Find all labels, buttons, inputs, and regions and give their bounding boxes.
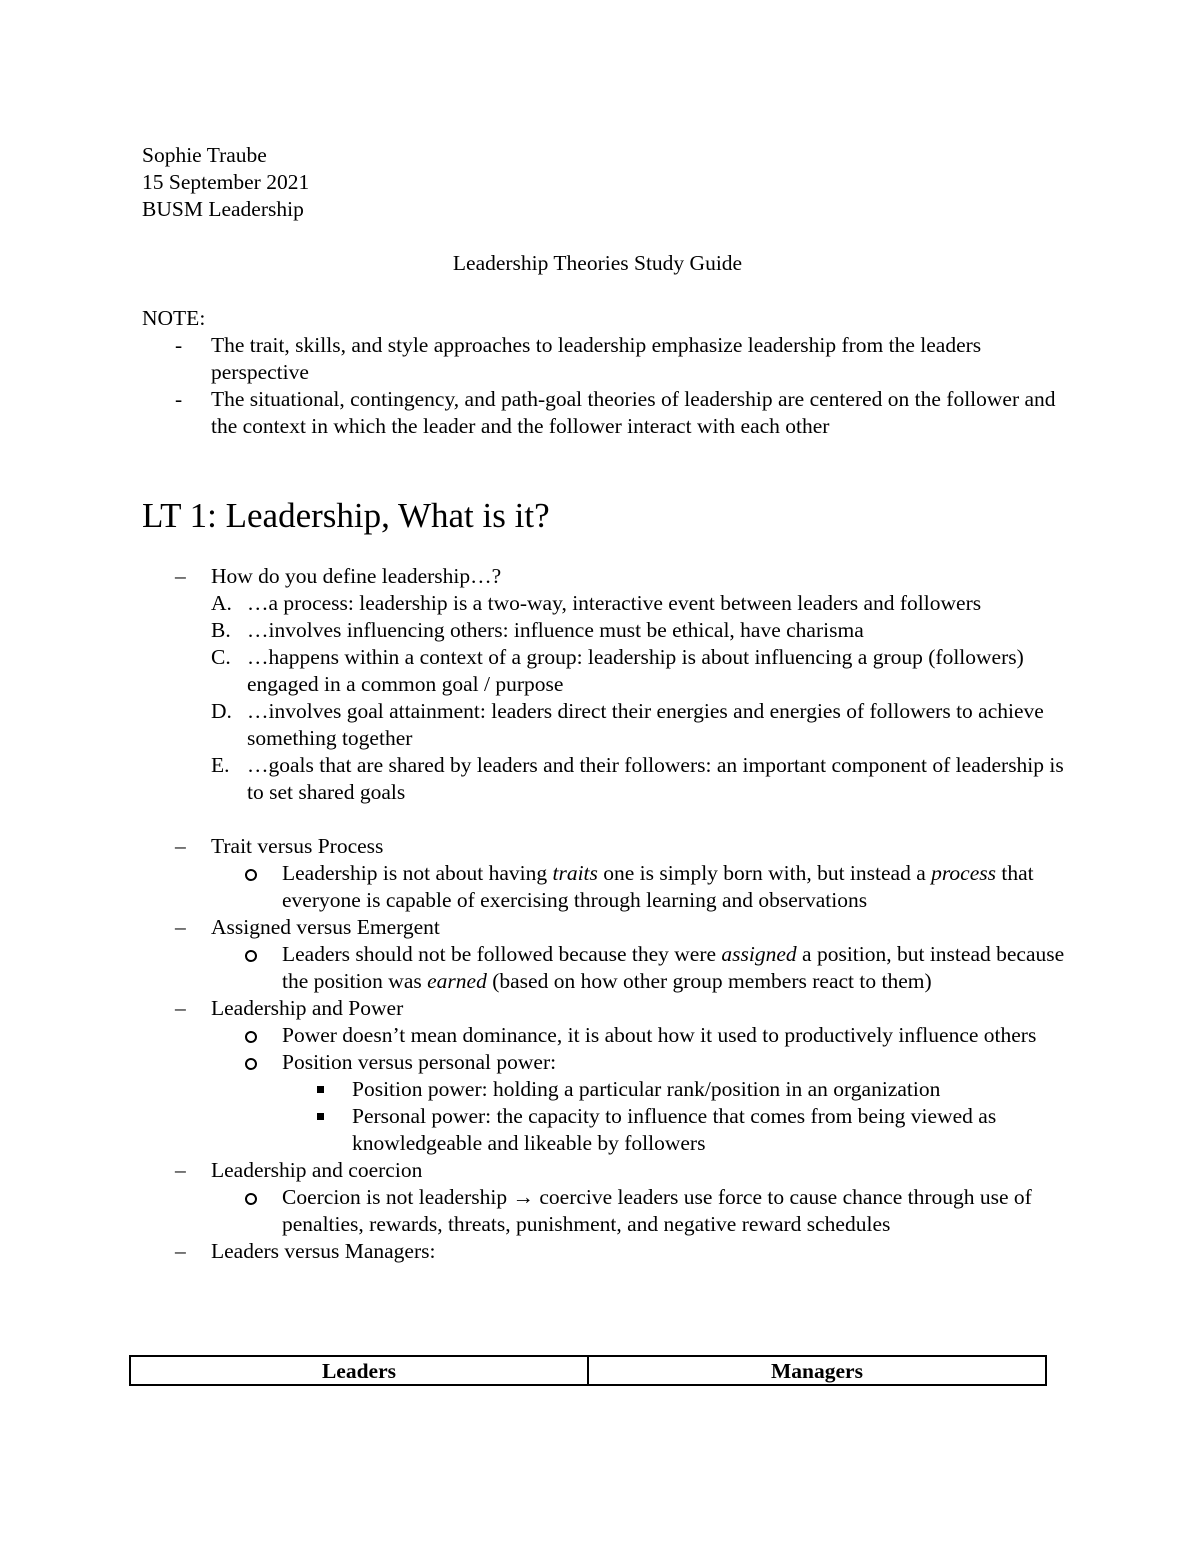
sub-list bbox=[211, 1022, 1077, 1157]
alpha-marker: C. bbox=[211, 645, 231, 669]
topic-heading: Assigned versus Emergent bbox=[211, 915, 440, 939]
list-item bbox=[211, 590, 1077, 617]
list-item: Power doesn’t mean dominance, it is about how it used to productively influence others bbox=[211, 1022, 1077, 1049]
dash-marker: – bbox=[175, 996, 186, 1020]
course-name: BUSM Leadership bbox=[142, 197, 304, 221]
dash-marker: - bbox=[175, 333, 183, 357]
definition-text: …goals that are shared by leaders and their followers: an important component of leadership is to set shared goals bbox=[247, 753, 1064, 804]
section-body bbox=[142, 563, 1077, 1265]
circle-bullet-icon bbox=[245, 860, 257, 889]
document-date: 15 September 2021 bbox=[142, 170, 310, 194]
list-item bbox=[142, 995, 1077, 1157]
table-header-row bbox=[130, 1356, 1046, 1385]
topic-list bbox=[142, 563, 1077, 1265]
circle-bullet-icon bbox=[245, 941, 257, 970]
arrow-right-icon: → bbox=[512, 1185, 534, 1209]
definition-text: …happens within a context of a group: leadership is about influencing a group (followers) engaged in a common goal / purpose bbox=[247, 645, 1024, 696]
alpha-marker: B. bbox=[211, 618, 231, 642]
topic-heading: Leadership and Power bbox=[211, 996, 404, 1020]
list-item bbox=[211, 644, 1077, 698]
sub-list bbox=[211, 1184, 1077, 1238]
list-item bbox=[142, 1157, 1077, 1238]
alpha-marker: E. bbox=[211, 753, 230, 777]
comparison-table bbox=[129, 1355, 1047, 1386]
list-item bbox=[211, 698, 1077, 752]
topic-heading: Leadership and coercion bbox=[211, 1158, 423, 1182]
list-item bbox=[142, 914, 1077, 995]
author-name: Sophie Traube bbox=[142, 143, 267, 167]
circle-bullet-icon bbox=[245, 1049, 257, 1078]
define-question: How do you define leadership…? bbox=[211, 564, 502, 588]
definition-text: …a process: leadership is a two-way, interactive event between leaders and followers bbox=[247, 591, 982, 615]
dash-marker: – bbox=[175, 1158, 186, 1182]
table-header-managers: Managers bbox=[588, 1356, 1046, 1385]
note-item-text: The trait, skills, and style approaches to leadership emphasize leadership from the leaders perspective bbox=[211, 333, 982, 384]
list-item bbox=[142, 563, 1077, 833]
document-title: Leadership Theories Study Guide bbox=[452, 251, 743, 275]
list-item bbox=[142, 833, 1077, 914]
dash-marker: – bbox=[175, 915, 186, 939]
note-label: NOTE: bbox=[142, 306, 206, 330]
topic-heading: Leaders versus Managers: bbox=[211, 1239, 436, 1263]
square-bullet-icon bbox=[317, 1103, 324, 1130]
list-item: Leaders should not be followed because they were assigned a position, but instead because the position was earned (based on how other group members react to them) bbox=[211, 941, 1077, 995]
sub-sub-list bbox=[282, 1076, 1077, 1157]
definition-text: …involves influencing others: influence must be ethical, have charisma bbox=[247, 618, 864, 642]
document-header bbox=[142, 142, 309, 223]
dash-marker: – bbox=[175, 834, 186, 858]
alpha-marker: A. bbox=[211, 591, 232, 615]
sub-list bbox=[211, 941, 1077, 995]
note-list bbox=[142, 332, 1061, 440]
list-item bbox=[142, 1238, 1077, 1265]
sub-list bbox=[211, 860, 1077, 914]
circle-bullet-icon bbox=[245, 1022, 257, 1051]
alpha-marker: D. bbox=[211, 699, 232, 723]
list-item: Position power: holding a particular rank/position in an organization bbox=[282, 1076, 1077, 1103]
definition-text: …involves goal attainment: leaders direct their energies and energies of followers to achieve something together bbox=[247, 699, 1044, 750]
dash-marker: - bbox=[175, 387, 183, 411]
list-item bbox=[142, 386, 1061, 440]
dash-marker: – bbox=[175, 1239, 186, 1263]
list-item: Position versus personal power: Position power: holding a particular rank/position in an organization Personal power: the capacity to influence that comes from being viewed as knowledgeable and likeable by followers bbox=[211, 1049, 1077, 1157]
list-item: Personal power: the capacity to influence that comes from being viewed as knowledgeable and likeable by followers bbox=[282, 1103, 1077, 1157]
table-header-leaders: Leaders bbox=[130, 1356, 588, 1385]
circle-bullet-icon bbox=[245, 1184, 257, 1213]
list-item: Coercion is not leadership → coercive leaders use force to cause chance through use of penalties, rewards, threats, punishment, and negative reward schedules bbox=[211, 1184, 1077, 1238]
list-item: Leadership is not about having traits one is simply born with, but instead a process that everyone is capable of exercising through learning and observations bbox=[211, 860, 1077, 914]
section-heading: LT 1: Leadership, What is it? bbox=[142, 496, 550, 535]
dash-marker: – bbox=[175, 564, 186, 588]
list-item bbox=[211, 752, 1077, 806]
definition-list bbox=[211, 590, 1077, 806]
square-bullet-icon bbox=[317, 1076, 324, 1103]
list-item bbox=[211, 617, 1077, 644]
list-item bbox=[142, 332, 1061, 386]
note-block bbox=[142, 305, 1061, 440]
note-item-text: The situational, contingency, and path-goal theories of leadership are centered on the follower and the context in which the leader and the follower interact with each other bbox=[211, 387, 1056, 438]
topic-heading: Trait versus Process bbox=[211, 834, 384, 858]
